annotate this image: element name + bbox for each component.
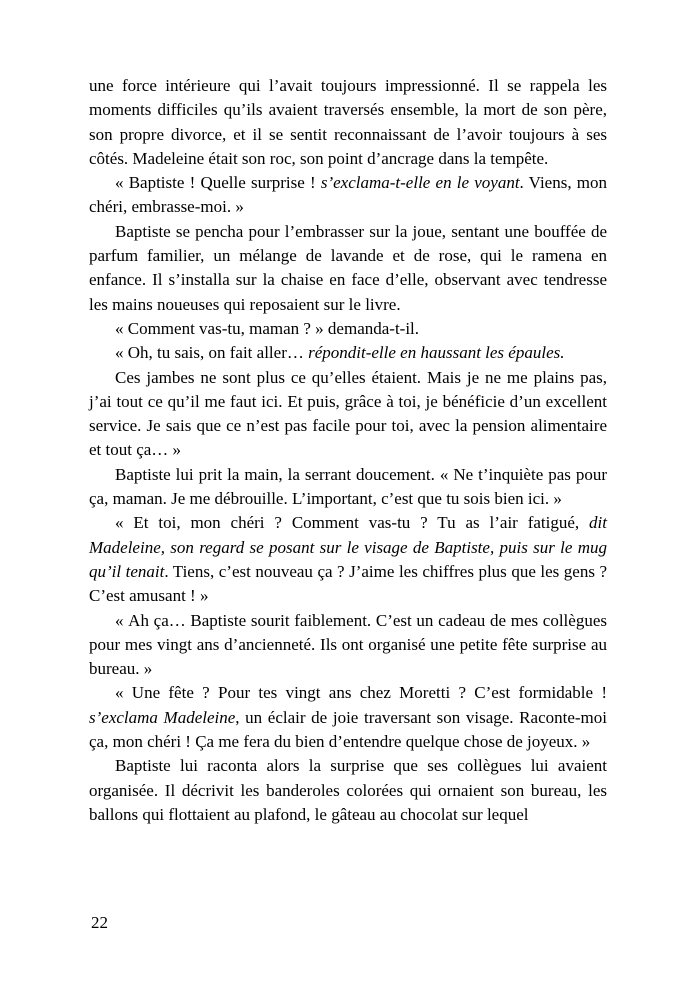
paragraph: [89, 366, 607, 463]
text-run: . Tiens, c’est nouveau ça ? J’aime les chiffres plus que les gens ? C’est amusant ! »: [89, 561, 607, 606]
paragraph: [89, 754, 607, 827]
text-run: « Et toi, mon chéri ? Comment vas-tu ? Tu as l’air fatigué,: [115, 513, 590, 533]
text-run: « Oh, tu sais, on fait aller…: [115, 343, 309, 363]
italic-text-run: s’exclama-t-elle en le voyant: [320, 173, 520, 193]
text-run: . Viens, mon chéri, embrasse-moi. »: [89, 173, 607, 217]
text-run: Baptiste lui raconta alors la surprise que ses collègues lui avaient organisée. Il décrivit les banderoles colorées qui ornaient son bureau, les ballons qui flottaient au plafond, le gâteau au chocolat sur lequel: [89, 756, 607, 824]
text-run: « Baptiste ! Quelle surprise !: [115, 173, 321, 193]
italic-text-run: dit Madeleine, son regard se posant sur le visage de Baptiste, puis sur le mug qu’il tenait: [89, 513, 607, 581]
text-run: « Une fête ? Pour tes vingt ans chez Moretti ? C’est formidable !: [115, 683, 607, 703]
paragraph: [89, 511, 607, 608]
paragraph: [89, 463, 607, 512]
paragraph: [89, 681, 607, 754]
text-run: Ces jambes ne sont plus ce qu’elles étaient. Mais je ne me plains pas, j’ai tout ce qu’il me faut ici. Et puis, grâce à toi, je bénéficie d’un excellent service. Je sais que ce n’est pas facile pour toi, avec la pension alimentaire et tout ça… »: [89, 367, 607, 460]
paragraph: [89, 171, 607, 220]
text-run: « Ah ça… Baptiste sourit faiblement. C’est un cadeau de mes collègues pour mes vingt ans d’ancienneté. Ils ont organisé une petite fête surprise au bureau. »: [89, 610, 607, 679]
page-text-block: [89, 74, 607, 827]
paragraph: [89, 317, 607, 341]
paragraph: [89, 609, 607, 682]
text-run: « Comment vas-tu, maman ? » demanda-t-il.: [115, 318, 420, 338]
paragraph: [89, 341, 607, 365]
text-run: , un éclair de joie traversant son visage. Raconte-moi ça, mon chéri ! Ça me fera du bien d’entendre quelque chose de joyeux. »: [89, 707, 607, 752]
italic-text-run: s’exclama Madeleine: [89, 707, 236, 727]
text-run: Baptiste se pencha pour l’embrasser sur la joue, sentant une bouffée de parfum familier, un mélange de lavande et de rose, qui le ramena en enfance. Il s’installa sur la chaise en face d’elle, observant avec tendresse les mains noueuses qui reposaient sur le livre.: [89, 221, 607, 314]
italic-text-run: répondit-elle en haussant les épaules.: [308, 343, 565, 363]
paragraph: [89, 74, 607, 171]
text-run: Baptiste lui prit la main, la serrant doucement. « Ne t’inquiète pas pour ça, maman. Je me débrouille. L’important, c’est que tu sois bien ici. »: [89, 464, 607, 509]
text-run: une force intérieure qui l’avait toujours impressionné. Il se rappela les moments difficiles qu’ils avaient traversés ensemble, la mort de son père, son propre divorce, et il se sentit reconnaissant de l’avoir toujours à ses côtés. Madeleine était son roc, son point d’ancrage dans la tempête.: [89, 76, 607, 168]
page-number: 22: [91, 913, 108, 932]
paragraph: [89, 220, 607, 317]
